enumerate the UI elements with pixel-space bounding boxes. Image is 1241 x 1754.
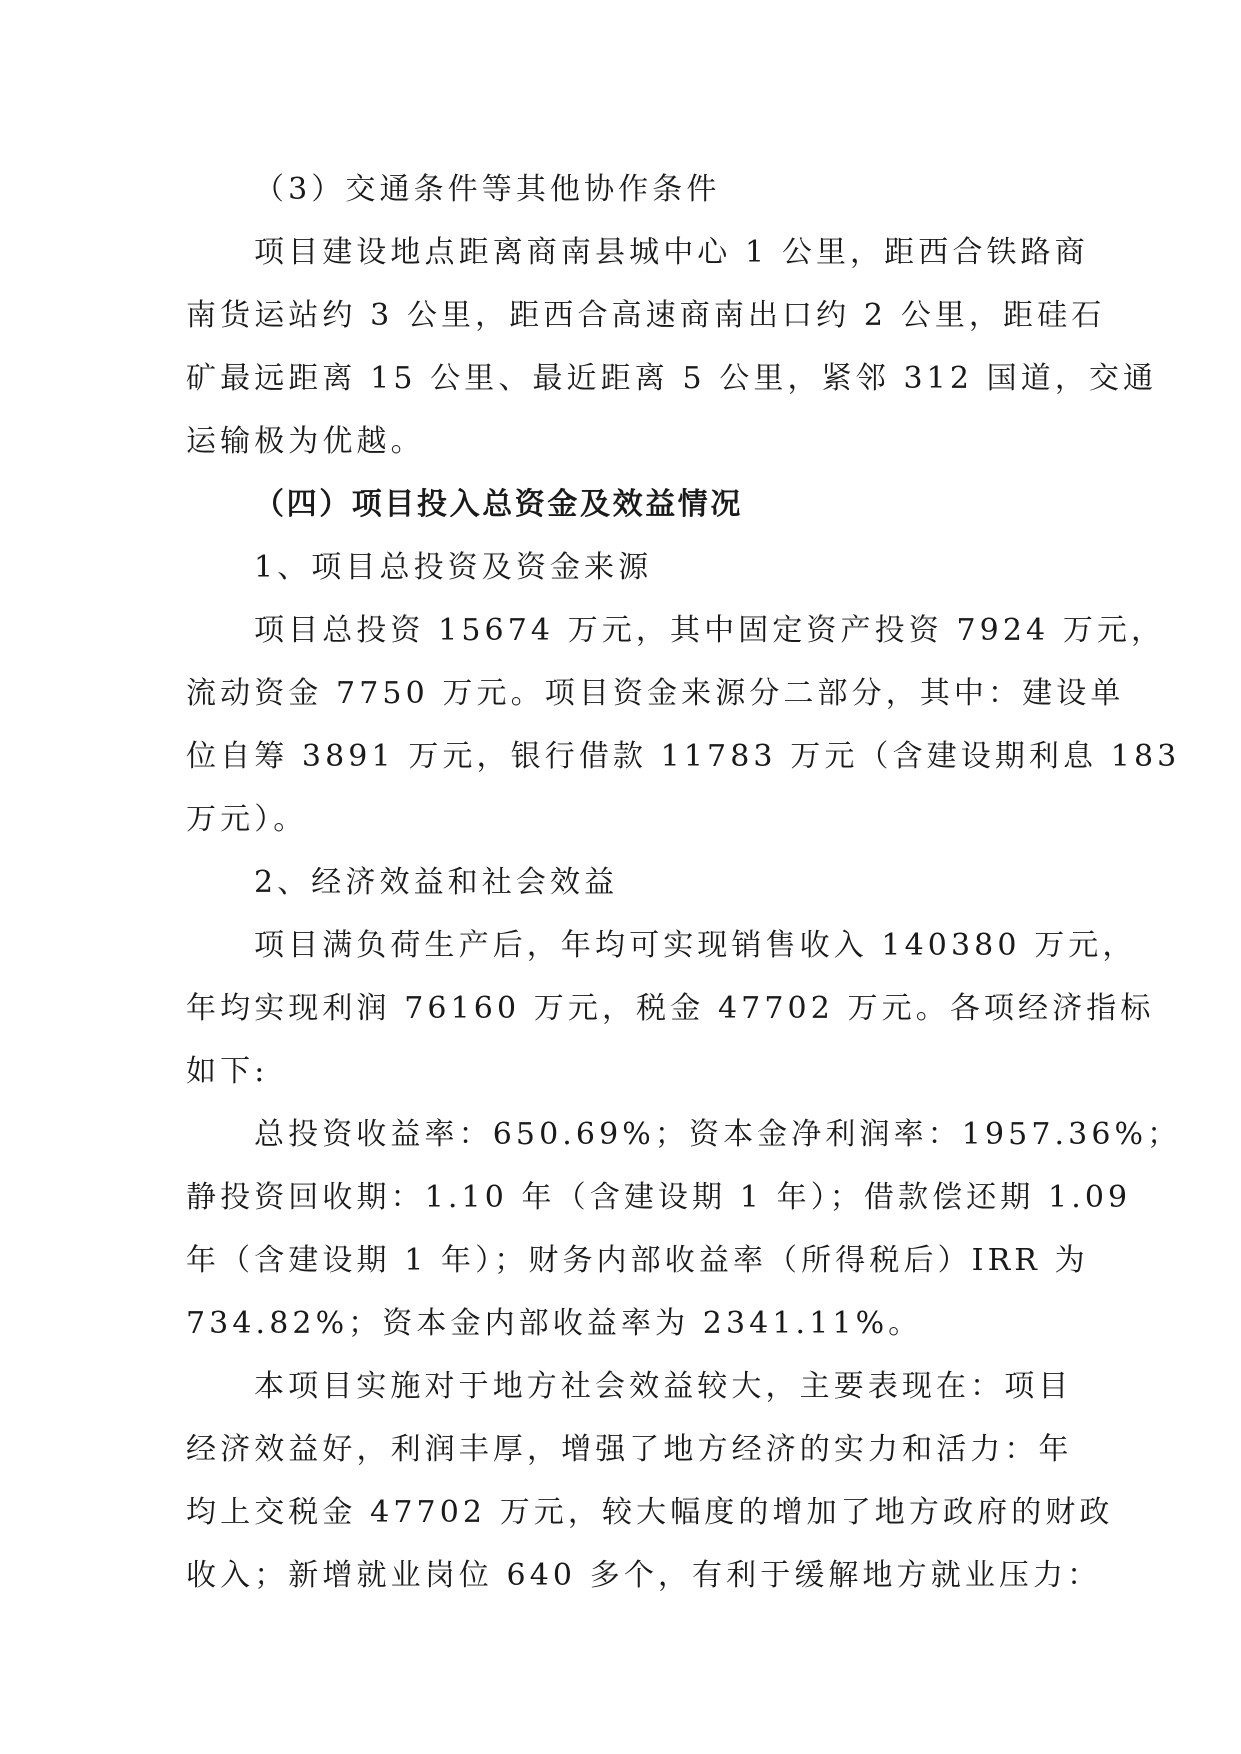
paragraph-line: 静投资回收期：1.10 年（含建设期 1 年）；借款偿还期 1.09 bbox=[186, 1180, 1132, 1215]
paragraph-line: 矿最远距离 15 公里、最近距离 5 公里，紧邻 312 国道，交通 bbox=[186, 361, 1158, 396]
paragraph-line: 均上交税金 47702 万元，较大幅度的增加了地方政府的财政 bbox=[186, 1495, 1114, 1530]
subsection-title-funding: 1、项目总投资及资金来源 bbox=[254, 550, 653, 585]
paragraph-line: 年（含建设期 1 年）；财务内部收益率（所得税后）IRR 为 bbox=[186, 1243, 1089, 1278]
paragraph-line: 734.82%；资本金内部收益率为 2341.11%。 bbox=[186, 1306, 923, 1341]
paragraph-line: 南货运站约 3 公里，距西合高速商南出口约 2 公里，距硅石 bbox=[186, 298, 1106, 333]
paragraph-line: 收入；新增就业岗位 640 多个，有利于缓解地方就业压力： bbox=[186, 1558, 1102, 1593]
paragraph-line: 运输极为优越。 bbox=[186, 424, 425, 459]
paragraph-line: 本项目实施对于地方社会效益较大，主要表现在：项目 bbox=[254, 1369, 1073, 1404]
paragraph-line: 如下: bbox=[186, 1054, 269, 1089]
paragraph-line: 万元）。 bbox=[186, 802, 308, 837]
paragraph-line: 流动资金 7750 万元。项目资金来源分二部分，其中：建设单 bbox=[186, 676, 1125, 711]
paragraph-line: 项目建设地点距离商南县城中心 1 公里，距西合铁路商 bbox=[254, 235, 1089, 270]
paragraph-line: 位自筹 3891 万元，银行借款 11783 万元（含建设期利息 183 bbox=[186, 739, 1181, 774]
paragraph-line: 年均实现利润 76160 万元，税金 47702 万元。各项经济指标 bbox=[186, 991, 1155, 1026]
paragraph-line: 总投资收益率：650.69%；资本金净利润率：1957.36%； bbox=[254, 1117, 1182, 1152]
subsection-title-benefits: 2、经济效益和社会效益 bbox=[254, 865, 619, 900]
paragraph-line: 经济效益好，利润丰厚，增强了地方经济的实力和活力：年 bbox=[186, 1432, 1073, 1467]
section-heading-investment: （四）项目投入总资金及效益情况 bbox=[254, 487, 743, 522]
subsection-title-transport: （3）交通条件等其他协作条件 bbox=[254, 172, 721, 207]
paragraph-line: 项目满负荷生产后，年均可实现销售收入 140380 万元， bbox=[254, 928, 1137, 963]
paragraph-line: 项目总投资 15674 万元，其中固定资产投资 7924 万元， bbox=[254, 613, 1166, 648]
